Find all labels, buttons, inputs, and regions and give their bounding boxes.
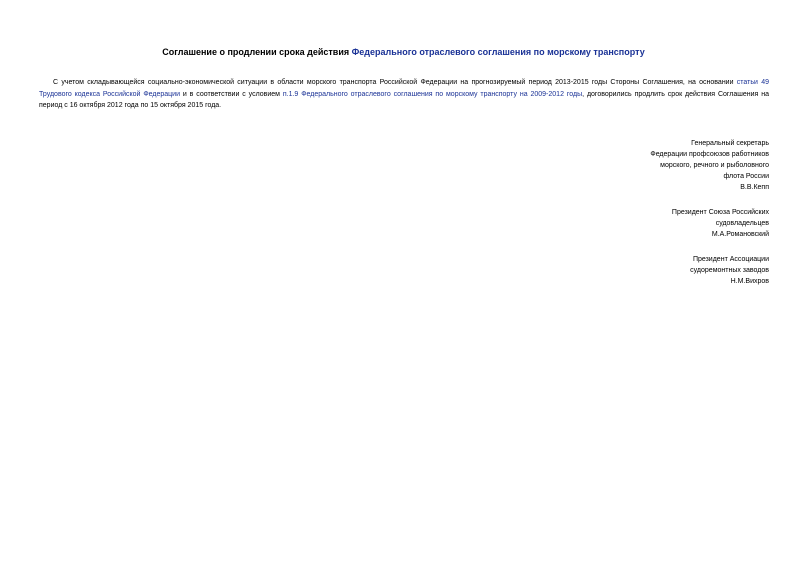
signature-block-shipowners-union — [529, 207, 769, 240]
document-title — [0, 46, 807, 58]
signature-organization: флота России — [723, 173, 769, 180]
paragraph-text-3: , договорились продлить срок действия Соглашения на период с 16 октября 2012 года по 15 октября 2015 года. — [39, 90, 769, 109]
signatory-name: М.А.Романовский — [711, 231, 769, 238]
title-text: Соглашение о продлении срока действия — [162, 47, 352, 57]
signature-position: Генеральный секретарь — [691, 140, 769, 147]
paragraph-text-2: и в соответствии с условием — [180, 90, 283, 98]
signature-position: Президент Ассоциации — [692, 256, 769, 263]
title-agreement-link[interactable]: Федерального отраслевого соглашения по морскому транспорту — [351, 47, 645, 57]
signature-position: Президент Союза Российских — [671, 209, 769, 216]
signature-block-ship-repair-association — [529, 254, 769, 287]
signature-organization: Федерации профсоюзов работников — [650, 151, 769, 158]
signatory-name: Н.М.Вихров — [730, 278, 769, 285]
signature-organization: морского, речного и рыболовного — [660, 162, 769, 169]
signature-block-seafarers-union — [529, 138, 769, 193]
signatures-section — [529, 138, 769, 301]
agreement-clause-link[interactable]: п.1.9 Федерального отраслевого соглашения по морскому транспорту на 2009-2012 годы — [282, 90, 583, 98]
signatory-name: В.В.Кепп — [740, 184, 769, 191]
signature-organization: судоремонтных заводов — [690, 267, 769, 274]
labor-code-article-link[interactable]: статьи 49 Трудового кодекса Российской Федерации — [39, 79, 769, 98]
agreement-paragraph — [39, 77, 769, 112]
paragraph-text-1: С учетом складывающейся социально-экономической ситуации в области морского транспорта Российской Федерации на прогнозируемый период 2013-2015 годы Стороны Соглашения, на основании — [53, 79, 737, 86]
signature-organization: судовладельцев — [715, 220, 769, 227]
